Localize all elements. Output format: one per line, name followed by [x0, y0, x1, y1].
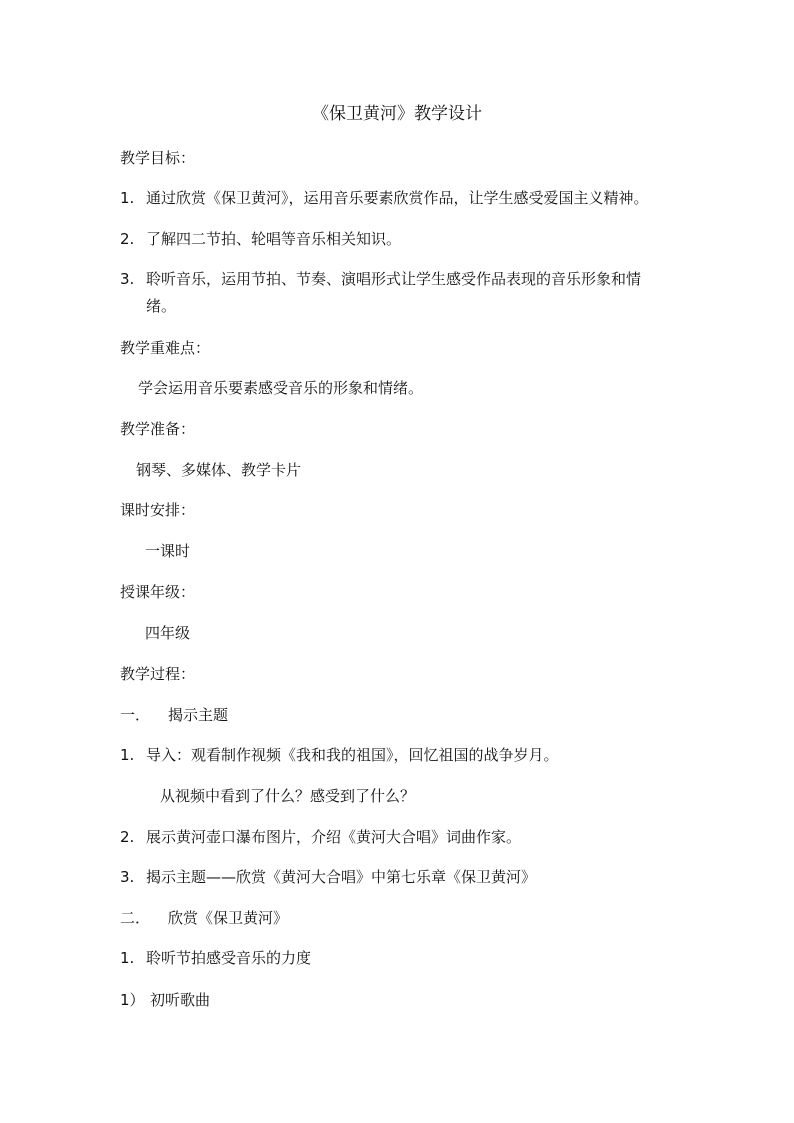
list-number: 1.	[120, 949, 135, 967]
section-1-heading	[120, 705, 228, 725]
list-number: 3.	[120, 868, 135, 886]
section-1-item-3	[120, 867, 536, 887]
list-number: 1）	[120, 991, 145, 1009]
section-number: 二．	[120, 909, 151, 927]
objective-item-1	[120, 188, 649, 208]
section-2-heading	[120, 908, 288, 928]
section-1-item-2	[120, 827, 521, 847]
list-text: 聆听节拍感受音乐的力度	[146, 949, 312, 967]
grade-text: 四年级	[145, 624, 191, 642]
list-text: 初听歌曲	[150, 991, 211, 1009]
list-text: 聆听音乐，运用节拍、节奏、演唱形式让学生感受作品表现的音乐形象和情	[146, 270, 642, 288]
list-number: 1.	[120, 189, 135, 207]
list-text: 揭示主题——欣赏《黄河大合唱》中第七乐章《保卫黄河》	[146, 868, 537, 886]
key-points-text: 学会运用音乐要素感受音乐的形象和情绪。	[138, 379, 424, 397]
objective-item-3-continuation: 绪。	[146, 297, 177, 315]
list-number: 1.	[120, 746, 135, 764]
schedule-heading: 课时安排：	[120, 501, 196, 519]
objective-item-2	[120, 229, 401, 249]
process-heading: 教学过程：	[120, 665, 196, 683]
section-1-note: 从视频中看到了什么？感受到了什么？	[160, 787, 416, 805]
schedule-text: 一课时	[145, 542, 191, 560]
section-1-item-1	[120, 745, 559, 765]
objectives-heading: 教学目标：	[120, 149, 196, 167]
section-2-item-1	[120, 948, 311, 968]
list-text: 导入：观看制作视频《我和我的祖国》，回忆祖国的战争岁月。	[146, 746, 559, 764]
list-text: 了解四二节拍、轮唱等音乐相关知识。	[146, 230, 402, 248]
list-number: 2.	[120, 828, 135, 846]
section-number: 一．	[120, 706, 151, 724]
preparation-text: 钢琴、多媒体、教学卡片	[136, 461, 302, 479]
section-title: 揭示主题	[168, 706, 229, 724]
list-number: 3.	[120, 270, 135, 288]
section-title: 欣赏《保卫黄河》	[168, 909, 289, 927]
list-text: 通过欣赏《保卫黄河》，运用音乐要素欣赏作品，让学生感受爱国主义精神。	[146, 189, 649, 207]
section-2-subitem-1	[120, 990, 210, 1010]
objective-item-3	[120, 269, 641, 289]
preparation-heading: 教学准备：	[120, 420, 196, 438]
list-number: 2.	[120, 230, 135, 248]
grade-heading: 授课年级：	[120, 583, 196, 601]
key-points-heading: 教学重难点：	[120, 339, 211, 357]
list-text: 展示黄河壶口瀑布图片，介绍《黄河大合唱》词曲作家。	[146, 828, 522, 846]
document-title: 《保卫黄河》教学设计	[312, 104, 482, 124]
